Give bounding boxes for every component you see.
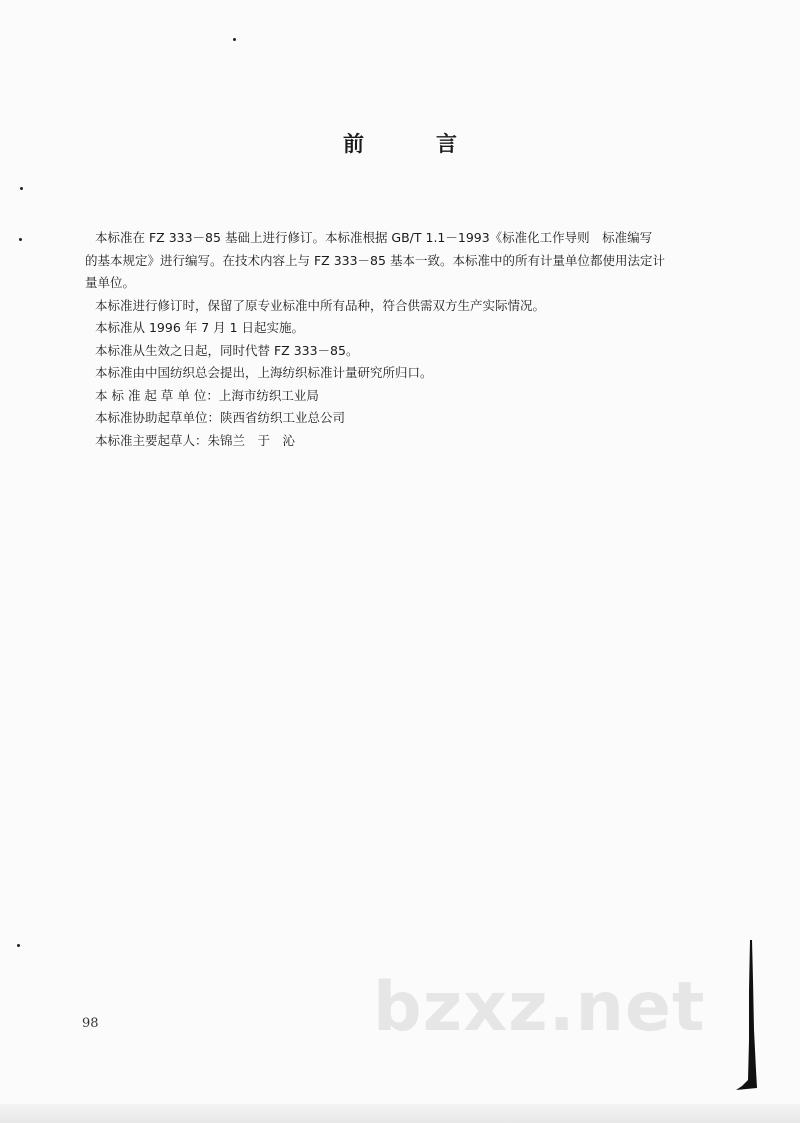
- watermark: bzxz.net: [373, 968, 706, 1047]
- title-char-2: 言: [436, 132, 457, 156]
- title-char-1: 前: [343, 132, 364, 156]
- scan-speck: [233, 38, 236, 41]
- paragraph-varieties: 本标准进行修订时，保留了原专业标准中所有品种，符合供需双方生产实际情况。: [95, 297, 546, 313]
- scan-speck: [20, 187, 23, 190]
- paragraph-proposed-by: 本标准由中国纺织总会提出，上海纺织标准计量研究所归口。: [95, 365, 433, 380]
- paragraph-assisting-unit: 本标准协助起草单位：陕西省纺织工业总公司: [95, 410, 346, 425]
- paragraph-revision-basis-line-2: 的基本规定》进行编写。在技术内容上与 FZ 333－85 基本一致。本标准中的所有计量单位都使用法定计: [85, 252, 665, 268]
- foreword-body: [85, 227, 720, 452]
- paragraph-effective-date: 本标准从 1996 年 7 月 1 日起实施。: [95, 320, 305, 335]
- scan-edge-mark: [736, 940, 758, 1090]
- scan-speck: [19, 238, 22, 241]
- paragraph-drafting-unit: 本 标 准 起 草 单 位：上海市纺织工业局: [95, 387, 319, 403]
- scan-speck: [17, 944, 20, 947]
- page-title: [0, 128, 800, 158]
- scan-bottom-edge: [0, 1104, 800, 1123]
- page-number: 98: [82, 1016, 99, 1031]
- paragraph-revision-basis-line-1: 本标准在 FZ 333－85 基础上进行修订。本标准根据 GB/T 1.1－1993《标准化工作导则 标准编写: [95, 230, 653, 245]
- paragraph-main-drafters: 本标准主要起草人：朱锦兰 于 沁: [95, 432, 296, 448]
- paragraph-replaces: 本标准从生效之日起，同时代替 FZ 333－85。: [95, 342, 359, 358]
- paragraph-revision-basis-line-3: 量单位。: [85, 275, 136, 290]
